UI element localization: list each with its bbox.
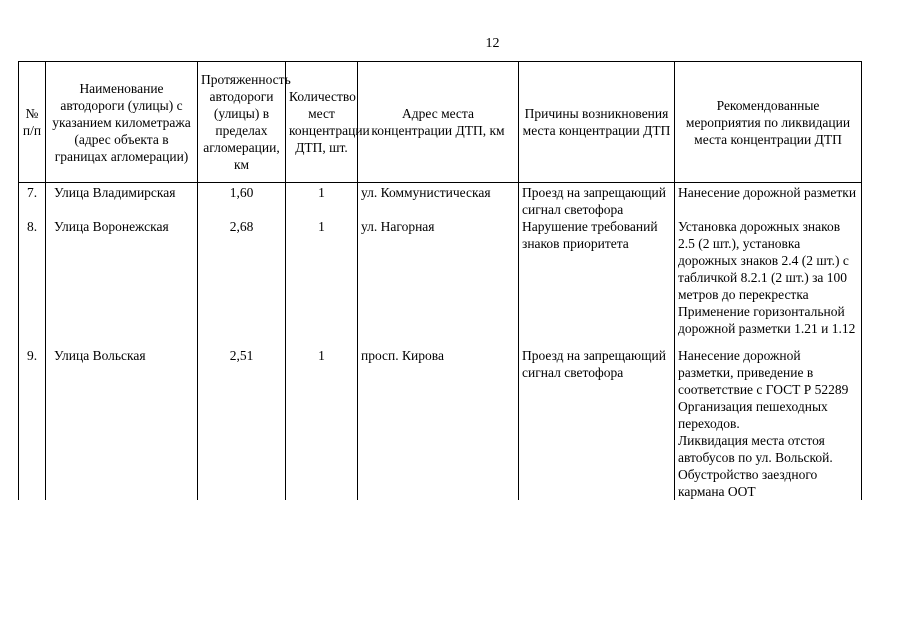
- row-reason: Проезд на запрещающий сигнал светофора: [519, 183, 675, 219]
- row-address: просп. Кирова: [358, 347, 519, 500]
- row-reason: Проезд на запрещающий сигнал светофора: [519, 347, 675, 500]
- measure-item: Установка дорожных знаков 2.5 (2 шт.), установка дорожных знаков 2.4 (2 шт.) с табличкой 8.2.1 (2 шт.) за 100 метров до перекрестка: [678, 219, 849, 302]
- row-road-name: Улица Владимирская: [46, 183, 198, 219]
- row-count: 1: [286, 183, 358, 219]
- table-row: [19, 183, 862, 219]
- table-row: [19, 347, 862, 500]
- row-reason: Нарушение требований знаков приоритета: [519, 218, 675, 337]
- row-count: 1: [286, 218, 358, 337]
- row-count: 1: [286, 347, 358, 500]
- row-length: 2,51: [198, 347, 286, 500]
- row-number: 7.: [19, 183, 46, 219]
- table-header-row: [19, 62, 862, 183]
- measure-item: Применение горизонтальной дорожной разметки 1.21 и 1.12: [678, 304, 856, 336]
- row-measures: [675, 347, 862, 500]
- measure-item: Нанесение дорожной разметки, приведение в соответствие с ГОСТ Р 52289: [678, 348, 849, 397]
- header-number: № п/п: [19, 62, 46, 183]
- header-count: Количество мест концентрации ДТП, шт.: [286, 62, 358, 183]
- row-address: ул. Нагорная: [358, 218, 519, 337]
- measure-item: Организация пешеходных переходов.: [678, 399, 828, 431]
- row-length: 1,60: [198, 183, 286, 219]
- table-row: [19, 218, 862, 337]
- row-spacer: [19, 337, 862, 347]
- row-length: 2,68: [198, 218, 286, 337]
- header-length: Протяженность автодороги (улицы) в пределах агломерации, км: [198, 62, 286, 183]
- row-address: ул. Коммунистическая: [358, 183, 519, 219]
- header-measures: Рекомендованные мероприятия по ликвидации места концентрации ДТП: [675, 62, 862, 183]
- accident-sites-table: [18, 61, 862, 500]
- header-reasons: Причины возникновения места концентрации ДТП: [519, 62, 675, 183]
- header-address: Адрес места концентрации ДТП, км: [358, 62, 519, 183]
- row-road-name: Улица Воронежская: [46, 218, 198, 337]
- header-road-name: Наименование автодороги (улицы) с указанием километража (адрес объекта в границах агломерации): [46, 62, 198, 183]
- page-number: 12: [485, 36, 500, 51]
- row-number: 8.: [19, 218, 46, 337]
- measure-item: Ликвидация места отстоя автобусов по ул. Вольской.: [678, 433, 833, 465]
- row-number: 9.: [19, 347, 46, 500]
- row-measures: [675, 183, 862, 219]
- row-measures: [675, 218, 862, 337]
- measure-item: Обустройство заездного кармана ООТ: [678, 467, 818, 499]
- measure-item: Нанесение дорожной разметки: [678, 185, 857, 200]
- row-road-name: Улица Вольская: [46, 347, 198, 500]
